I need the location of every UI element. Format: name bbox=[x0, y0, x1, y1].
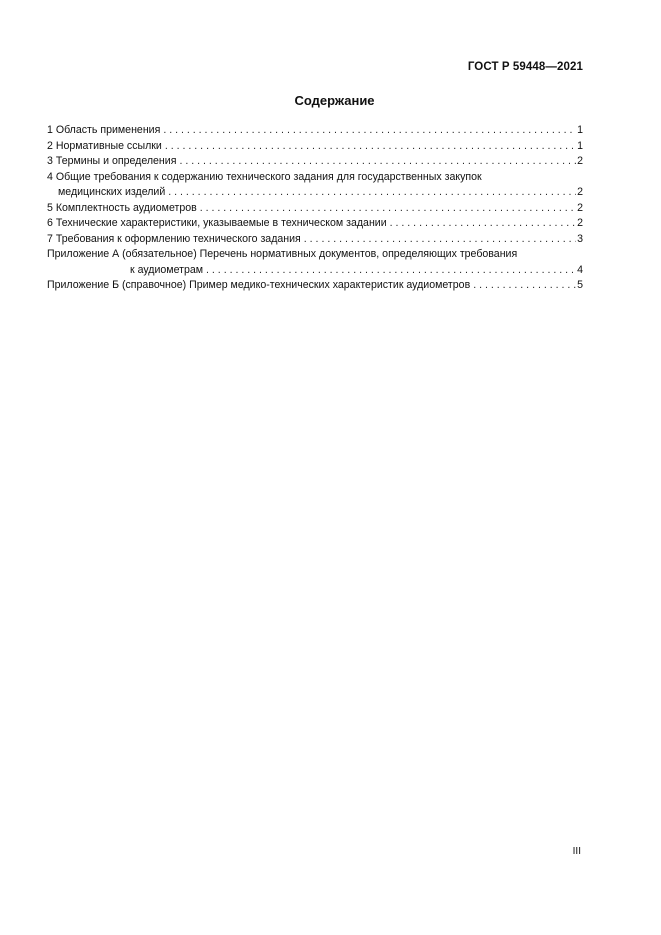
toc-entry-title: 1 Область применения bbox=[47, 124, 161, 136]
document-code: ГОСТ Р 59448—2021 bbox=[467, 61, 583, 73]
toc-page-number: 3 bbox=[577, 232, 583, 245]
leader-dots bbox=[163, 123, 576, 139]
toc-entry-title: 6 Технические характеристики, указываемые в техническом задании bbox=[47, 217, 387, 229]
toc-page-number: 1 bbox=[577, 139, 583, 152]
toc-page-number: 2 bbox=[577, 201, 583, 214]
toc-entry-2[interactable] bbox=[47, 139, 583, 155]
toc-entry-appendix-b[interactable] bbox=[47, 278, 583, 294]
toc-entry-title: 3 Термины и определения bbox=[47, 155, 177, 167]
toc-page-number: 2 bbox=[577, 155, 583, 167]
toc-entry-4[interactable] bbox=[47, 170, 583, 201]
toc-entry-5[interactable] bbox=[47, 201, 583, 217]
toc-entry-title: 7 Требования к оформлению технического задания bbox=[47, 232, 301, 245]
leader-dots bbox=[206, 263, 576, 279]
toc-entry-title: 5 Комплектность аудиометров bbox=[47, 201, 197, 214]
toc-page-number: 5 bbox=[577, 279, 583, 291]
toc-entry-3[interactable] bbox=[47, 154, 583, 170]
toc-title: Содержание bbox=[294, 93, 375, 108]
leader-dots bbox=[390, 216, 576, 232]
page-number: III bbox=[572, 846, 581, 857]
leader-dots bbox=[200, 201, 576, 217]
toc-page-number: 1 bbox=[577, 124, 583, 136]
leader-dots bbox=[168, 185, 576, 201]
toc-entry-title-continued: к аудиометрам bbox=[130, 263, 204, 276]
toc-entry-title: 2 Нормативные ссылки bbox=[47, 139, 162, 152]
leader-dots bbox=[165, 139, 576, 155]
leader-dots bbox=[179, 154, 576, 170]
toc-entry-6[interactable] bbox=[47, 216, 583, 232]
toc-page-number: 4 bbox=[577, 263, 583, 276]
leader-dots bbox=[304, 232, 576, 248]
toc-entry-title: 4 Общие требования к содержанию технического задания для государственных закупок bbox=[47, 170, 482, 183]
toc-page-number: 2 bbox=[577, 186, 583, 198]
leader-dots bbox=[473, 278, 576, 294]
toc-entry-title: Приложение А (обязательное) Перечень нормативных документов, определяющих требования bbox=[47, 248, 518, 260]
toc-entry-1[interactable] bbox=[47, 123, 583, 139]
toc-entry-7[interactable] bbox=[47, 232, 583, 248]
toc-page-number: 2 bbox=[577, 217, 583, 229]
toc-entry-title: Приложение Б (справочное) Пример медико-технических характеристик аудиометров bbox=[47, 279, 471, 291]
toc-entry-title-continued: медицинских изделий bbox=[58, 186, 166, 198]
table-of-contents bbox=[47, 123, 583, 294]
toc-entry-appendix-a[interactable] bbox=[47, 247, 583, 278]
